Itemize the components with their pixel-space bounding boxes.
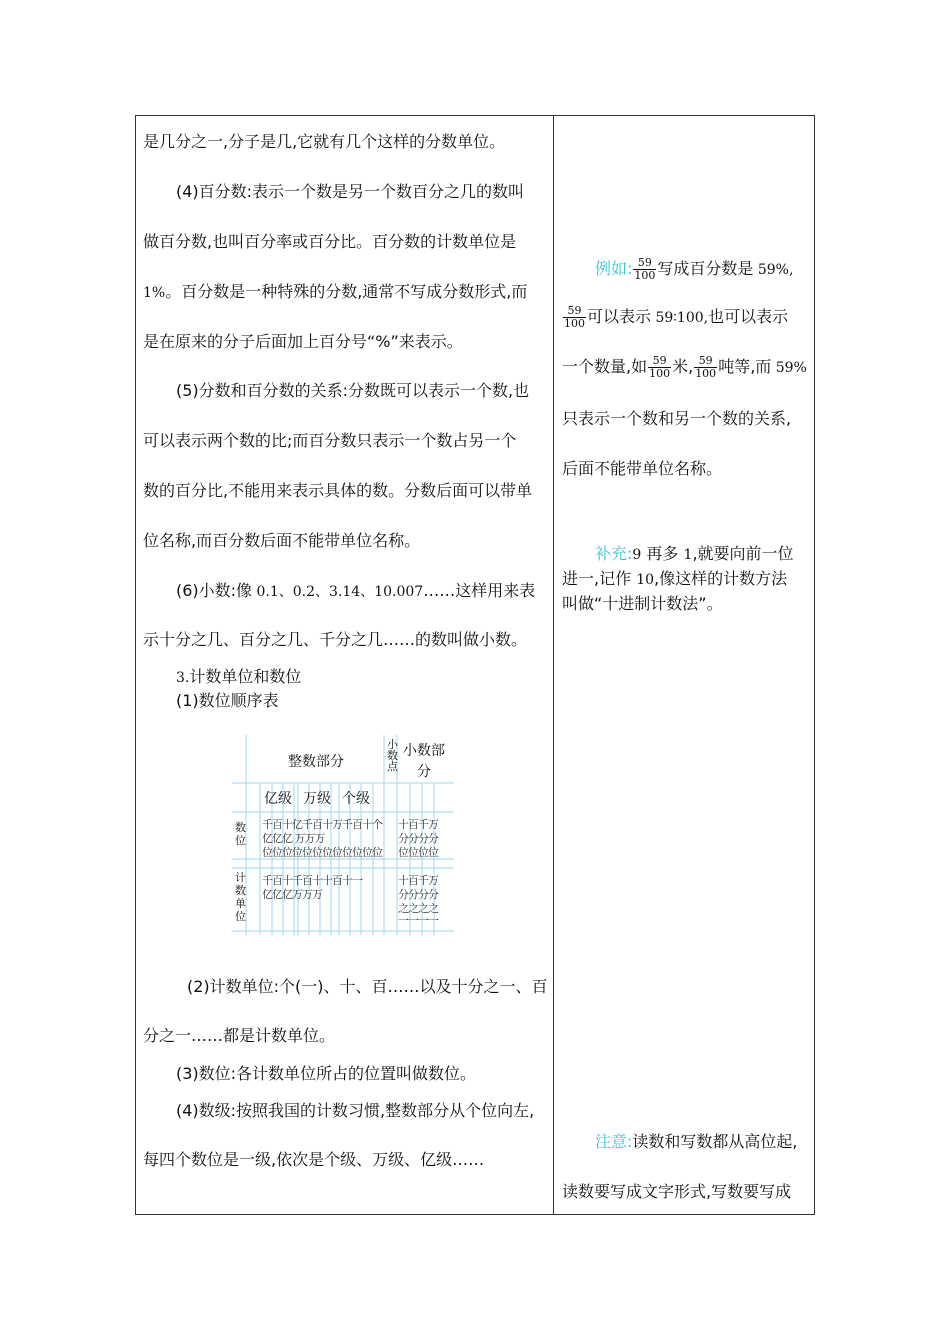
row-label-place: 数位 <box>235 821 246 847</box>
left-para-level-1: (4)数级:按照我国的计数习惯,整数部分从个位向左, <box>176 1101 535 1120</box>
decimal-part-header-2: 分 <box>417 764 431 780</box>
decimal-unit-glyphs-row-2: 分分分分 <box>398 888 438 901</box>
subheading-place-value-table: (1)数位顺序表 <box>176 691 279 710</box>
left-para-unit-1: (2)计数单位:个(一)、十、百……以及十分之一、百 <box>187 977 548 996</box>
left-para-percent-3: 1%。百分数是一种特殊的分数,通常不写成分数形式,而 <box>143 282 528 301</box>
left-para-percent-1: (4)百分数:表示一个数是另一个数百分之几的数叫 <box>176 182 525 201</box>
decimal-unit-glyphs-row: 十百千万 <box>398 874 438 887</box>
left-para-unit-2: 分之一……都是计数单位。 <box>143 1026 336 1045</box>
decimal-unit-glyphs-row-4: 一一一一 <box>398 914 438 927</box>
left-para-relation-2: 可以表示两个数的比;而百分数只表示一个数占另一个 <box>143 431 517 450</box>
right-example-4: 只表示一个数和另一个数的关系, <box>562 409 792 428</box>
integer-part-header: 整数部分 <box>288 754 344 770</box>
note-label: 注意: <box>595 1132 633 1151</box>
fraction-59-100: $\frac{59}{100}$ <box>634 256 656 282</box>
fraction-59-100: $\frac{59}{100}$ <box>695 354 717 380</box>
left-para-relation-3: 数的百分比,不能用来表示具体的数。分数后面可以带单 <box>143 481 533 500</box>
place-glyphs-row: 千百十亿千百十万千百十个 <box>262 818 382 831</box>
left-para-decimal-1: (6)小数:像 0.1、0.2、3.14、10.007……这样用来表 <box>176 581 536 600</box>
left-para-decimal-2: 示十分之几、百分之几、千分之几……的数叫做小数。 <box>143 630 528 649</box>
right-note-2: 读数要写成文字形式,写数要写成 <box>562 1182 792 1201</box>
right-example-2: $\frac{59}{100}$ 可以表示 59∶100,也可以表示 <box>564 304 789 330</box>
right-supplement-2: 进一,记作 10,像这样的计数方法 <box>562 569 788 588</box>
place-glyphs-row-2: 亿亿亿 万万万 <box>262 832 325 845</box>
left-para-percent-4: 是在原来的分子后面加上百分号“%”来表示。 <box>143 332 463 351</box>
unit-glyphs-row: 千百十千百十十百十一 <box>262 874 362 887</box>
wan-level-header: 万级 <box>303 791 331 807</box>
right-example-5: 后面不能带单位名称。 <box>562 459 723 478</box>
decimal-glyphs-row-3: 位位位位 <box>398 846 438 859</box>
row-label-unit: 计数单位 <box>235 871 246 923</box>
right-example-1: 例如: $\frac{59}{100}$ 写成百分数是 59%, <box>595 256 794 282</box>
left-para-place: (3)数位:各计数单位所占的位置叫做数位。 <box>176 1064 477 1083</box>
supplement-label: 补充: <box>595 544 633 563</box>
example-label: 例如: <box>595 259 633 278</box>
place-glyphs-row-3: 位位位位位位位位位位位位 <box>262 846 382 859</box>
right-example-3: 一个数量,如 $\frac{59}{100}$ 米, $\frac{59}{100}$ 吨等,而 59% <box>562 354 807 380</box>
ge-level-header: 个级 <box>342 791 370 807</box>
right-supplement-3: 叫做“十进制计数法”。 <box>562 594 723 613</box>
fraction-59-100: $\frac{59}{100}$ <box>649 354 671 380</box>
left-para-relation-1: (5)分数和百分数的关系:分数既可以表示一个数,也 <box>176 381 530 400</box>
yi-level-header: 亿级 <box>264 791 292 807</box>
unit-glyphs-row-2: 亿亿亿万万万 <box>262 888 322 901</box>
place-value-table <box>232 735 454 935</box>
decimal-glyphs-row-2: 分分分分 <box>398 832 438 845</box>
left-para-percent-2: 做百分数,也叫百分率或百分比。百分数的计数单位是 <box>143 232 517 251</box>
decimal-unit-glyphs-row-3: 之之之之 <box>398 902 438 915</box>
left-para-1: 是几分之一,分子是几,它就有几个这样的分数单位。 <box>143 132 506 151</box>
left-para-level-2: 每四个数位是一级,依次是个级、万级、亿级…… <box>143 1150 485 1169</box>
fraction-59-100: $\frac{59}{100}$ <box>564 304 585 330</box>
column-divider <box>553 115 554 1215</box>
section-heading-3: 3.计数单位和数位 <box>176 667 302 686</box>
right-note-1: 注意:读数和写数都从高位起, <box>595 1132 798 1151</box>
right-supplement-1: 补充:9 再多 1,就要向前一位 <box>595 544 794 563</box>
decimal-glyphs-row: 十百千万 <box>398 818 438 831</box>
decimal-point-header: 小数点 <box>387 738 398 773</box>
left-para-relation-4: 位名称,而百分数后面不能带单位名称。 <box>143 531 421 550</box>
decimal-part-header-1: 小数部 <box>403 743 445 759</box>
